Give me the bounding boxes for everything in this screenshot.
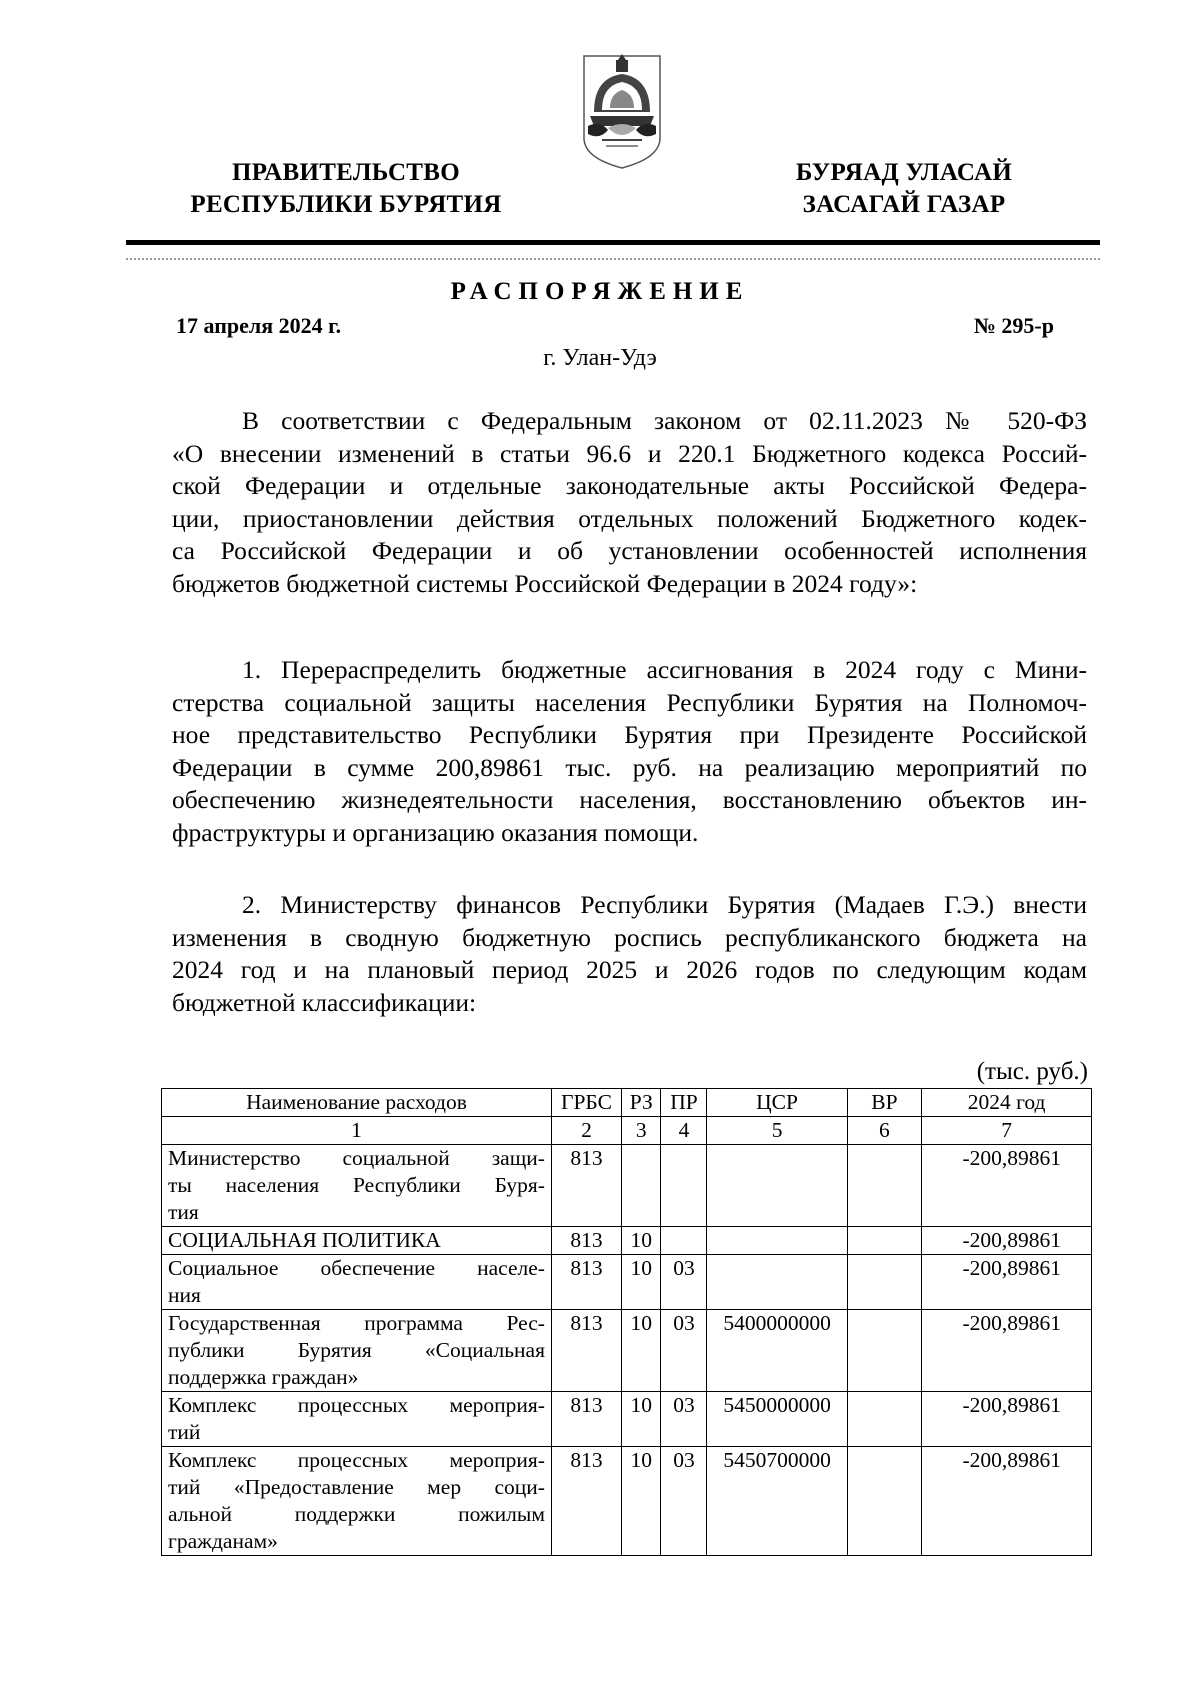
expense-name-cell	[162, 1227, 552, 1255]
vr-cell	[847, 1447, 921, 1556]
budget-table	[161, 1088, 1092, 1556]
vr-cell	[847, 1255, 921, 1310]
text-line: ции, приостановлении действия отдельных положений Бюджетного кодек-	[172, 503, 1087, 533]
rz-cell: 10	[622, 1227, 661, 1255]
expense-name-cell	[162, 1255, 552, 1310]
text-line: стерства социальной защиты населения Республики Бурятия на Полномоч-	[172, 687, 1087, 717]
vr-cell	[847, 1392, 921, 1447]
text-line: Федерации в сумме 200,89861 тыс. руб. на реализацию мероприятий по	[172, 752, 1087, 782]
grbs-cell: 813	[551, 1145, 621, 1227]
org-name-russian	[160, 157, 532, 221]
column-header: ГРБС	[551, 1089, 621, 1117]
expense-name-line: ния	[168, 1283, 201, 1307]
expense-name-line: Социальное обеспечение населе-	[168, 1256, 545, 1280]
expense-name-line: гражданам»	[168, 1529, 278, 1553]
grbs-cell: 813	[551, 1392, 621, 1447]
document-number: № 295-р	[973, 313, 1054, 338]
csr-cell	[707, 1255, 847, 1310]
pr-cell: 03	[661, 1392, 707, 1447]
table-row	[162, 1255, 1092, 1310]
csr-cell: 5450000000	[707, 1392, 847, 1447]
rz-cell: 10	[622, 1255, 661, 1310]
rz-cell: 10	[622, 1392, 661, 1447]
org-name-buryat	[762, 157, 1046, 221]
amount-cell: -200,89861	[922, 1310, 1092, 1392]
text-line: изменения в сводную бюджетную роспись республиканского бюджета на	[172, 922, 1087, 952]
text-line: бюджетов бюджетной системы Российской Федерации в 2024 году»:	[172, 568, 918, 598]
text-line: ской Федерации и отдельные законодательные акты Российской Федера-	[172, 471, 1087, 500]
column-header: ЦСР	[707, 1089, 847, 1117]
expense-name-line: публики Бурятия «Социальная	[168, 1338, 545, 1362]
column-header: ВР	[847, 1089, 921, 1117]
expense-name-line: поддержка граждан»	[168, 1365, 359, 1389]
amount-cell: -200,89861	[922, 1392, 1092, 1447]
expense-name-cell	[162, 1447, 552, 1556]
pr-cell: 03	[661, 1310, 707, 1392]
table-row	[162, 1310, 1092, 1392]
table-row	[162, 1392, 1092, 1447]
expense-name-line: альной поддержки пожилым	[168, 1502, 545, 1526]
coat-of-arms-icon	[580, 50, 664, 172]
table-row	[162, 1227, 1092, 1255]
expense-name-cell	[162, 1310, 552, 1392]
pr-cell: 03	[661, 1447, 707, 1556]
rz-cell: 10	[622, 1447, 661, 1556]
table-units: (тыс. руб.)	[976, 1058, 1088, 1085]
vr-cell	[847, 1145, 921, 1227]
org-name-russian-line2: РЕСПУБЛИКИ БУРЯТИЯ	[190, 191, 502, 218]
expense-name-line: Комплекс процессных мероприя-	[168, 1448, 545, 1472]
text-line: «О внесении изменений в статьи 96.6 и 220.1 Бюджетного кодекса Россий-	[172, 438, 1087, 468]
text-line: ное представительство Республики Бурятия при Президенте Российской	[172, 720, 1087, 749]
expense-name-cell	[162, 1145, 552, 1227]
preamble-paragraph	[172, 405, 1087, 600]
csr-cell	[707, 1145, 847, 1227]
text-line: са Российской Федерации и об установлении особенностей исполнения	[172, 536, 1087, 565]
expense-name-line: тия	[168, 1200, 199, 1224]
text-line: бюджетной классификации:	[172, 987, 477, 1017]
column-header: 2024 год	[922, 1089, 1092, 1117]
column-index: 1	[162, 1117, 552, 1145]
pr-cell: 03	[661, 1255, 707, 1310]
item-2-paragraph	[172, 889, 1087, 1019]
rz-cell	[622, 1145, 661, 1227]
column-index: 2	[551, 1117, 621, 1145]
amount-cell: -200,89861	[922, 1255, 1092, 1310]
rz-cell: 10	[622, 1310, 661, 1392]
column-index: 7	[922, 1117, 1092, 1145]
expense-name-line: Министерство социальной защи-	[168, 1146, 545, 1170]
expense-name-line: СОЦИАЛЬНАЯ ПОЛИТИКА	[168, 1228, 441, 1252]
org-name-buryat-line2: ЗАСАГАЙ ГАЗАР	[802, 191, 1006, 218]
expense-name-line: Комплекс процессных мероприя-	[168, 1393, 545, 1417]
text-line: В соответствии с Федеральным законом от 02.11.2023 № 520-ФЗ	[242, 406, 1087, 435]
csr-cell: 5450700000	[707, 1447, 847, 1556]
table-body	[162, 1145, 1092, 1556]
expense-name-line: тий «Предоставление мер соци-	[168, 1475, 545, 1499]
column-header: РЗ	[622, 1089, 661, 1117]
vr-cell	[847, 1227, 921, 1255]
table-index-row	[162, 1117, 1092, 1145]
amount-cell: -200,89861	[922, 1227, 1092, 1255]
column-index: 4	[661, 1117, 707, 1145]
org-name-buryat-line1: БУРЯАД УЛАСАЙ	[795, 159, 1013, 186]
expense-name-line: ты населения Республики Буря-	[168, 1173, 545, 1197]
document-date: 17 апреля 2024 г.	[176, 313, 342, 338]
vr-cell	[847, 1310, 921, 1392]
grbs-cell: 813	[551, 1310, 621, 1392]
document-type: РАСПОРЯЖЕНИЕ	[450, 278, 750, 305]
grbs-cell: 813	[551, 1227, 621, 1255]
header-divider-thick	[126, 240, 1100, 245]
pr-cell	[661, 1145, 707, 1227]
amount-cell: -200,89861	[922, 1447, 1092, 1556]
grbs-cell: 813	[551, 1447, 621, 1556]
csr-cell	[707, 1227, 847, 1255]
expense-name-cell	[162, 1392, 552, 1447]
header-divider-thin	[126, 258, 1100, 260]
table-row	[162, 1447, 1092, 1556]
text-line: 1. Перераспределить бюджетные ассигнования в 2024 году с Мини-	[242, 655, 1087, 684]
column-index: 6	[847, 1117, 921, 1145]
document-city: г. Улан-Удэ	[543, 345, 657, 371]
item-1-paragraph	[172, 654, 1087, 849]
text-line: 2. Министерству финансов Республики Бурятия (Мадаев Г.Э.) внести	[242, 890, 1087, 919]
amount-cell: -200,89861	[922, 1145, 1092, 1227]
text-line: 2024 год и на плановый период 2025 и 2026 годов по следующим кодам	[172, 955, 1087, 984]
csr-cell: 5400000000	[707, 1310, 847, 1392]
table-row	[162, 1145, 1092, 1227]
table-header-row	[162, 1089, 1092, 1117]
pr-cell	[661, 1227, 707, 1255]
column-header: Наименование расходов	[162, 1089, 552, 1117]
text-line: обеспечению жизнедеятельности населения, восстановлению объектов ин-	[172, 785, 1087, 814]
column-header: ПР	[661, 1089, 707, 1117]
expense-name-line: тий	[168, 1420, 201, 1444]
expense-name-line: Государственная программа Рес-	[168, 1311, 545, 1335]
text-line: фраструктуры и организацию оказания помощи.	[172, 817, 699, 847]
column-index: 3	[622, 1117, 661, 1145]
org-name-russian-line1: ПРАВИТЕЛЬСТВО	[232, 159, 460, 186]
column-index: 5	[707, 1117, 847, 1145]
grbs-cell: 813	[551, 1255, 621, 1310]
